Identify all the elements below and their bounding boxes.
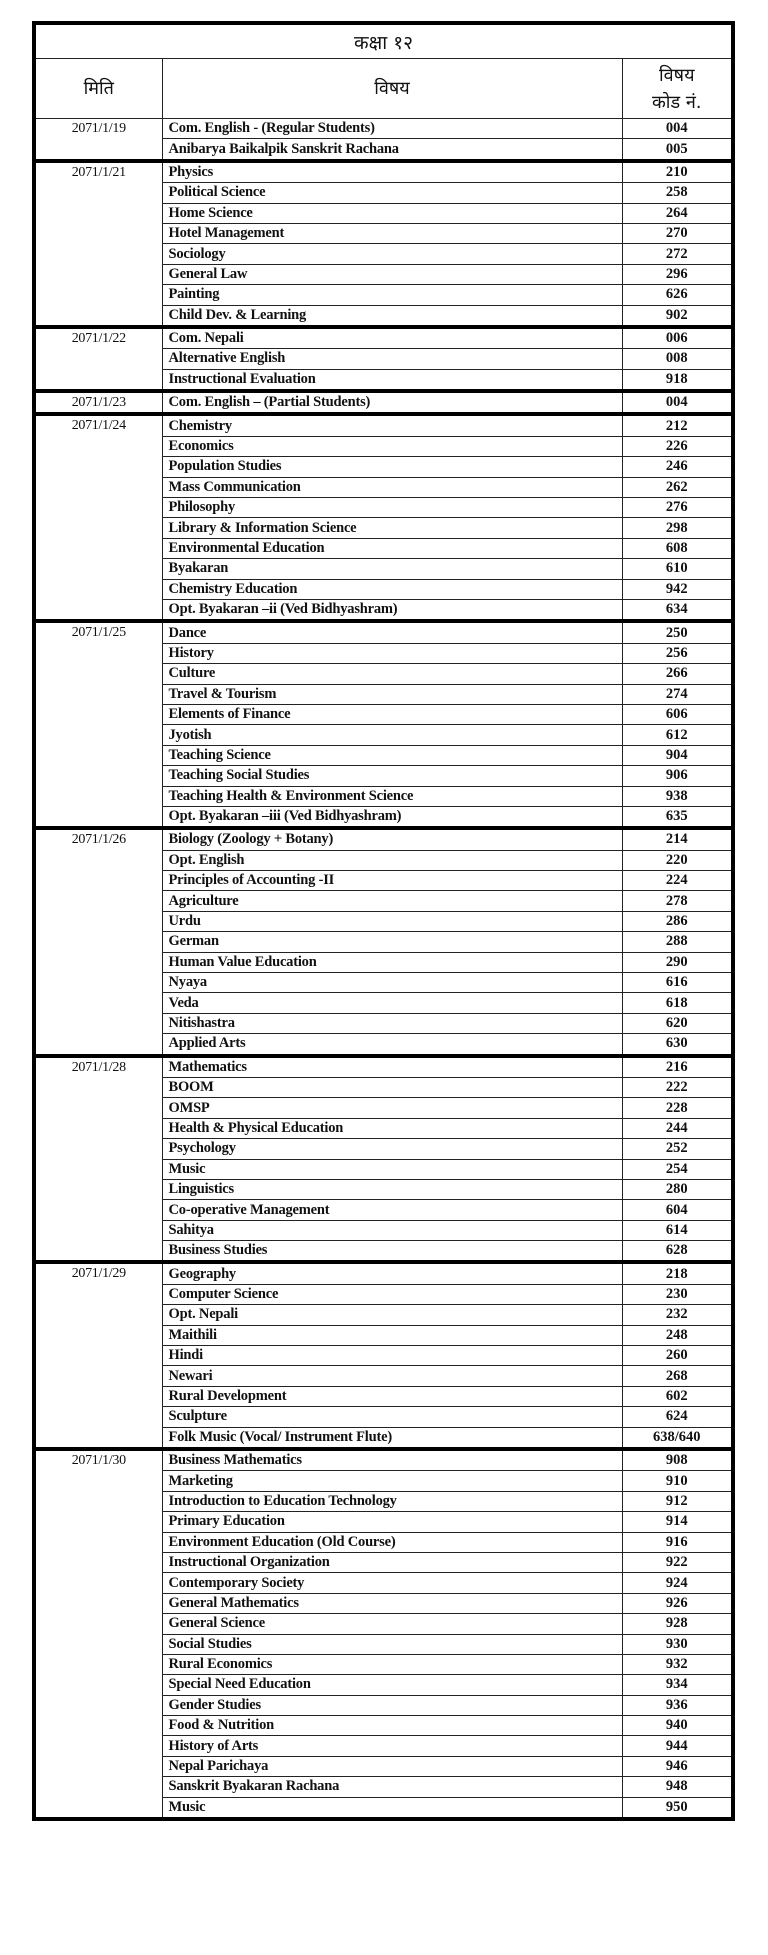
table-row [34, 1262, 733, 1284]
subject-name: Mathematics [162, 1056, 622, 1078]
subject-name: Human Value Education [162, 952, 622, 972]
subject-code: 272 [622, 244, 733, 264]
title-row [34, 23, 733, 59]
subject-code: 005 [622, 139, 733, 161]
subject-code: 904 [622, 745, 733, 765]
subject-code: 216 [622, 1056, 733, 1078]
subject-code: 914 [622, 1512, 733, 1532]
table-row [34, 327, 733, 349]
table-row [34, 391, 733, 414]
subject-code: 262 [622, 477, 733, 497]
subject-name: Opt. English [162, 850, 622, 870]
subject-code: 004 [622, 119, 733, 139]
subject-code: 006 [622, 327, 733, 349]
subject-name: Teaching Health & Environment Science [162, 786, 622, 806]
subject-name: Business Studies [162, 1241, 622, 1263]
subject-name: Culture [162, 664, 622, 684]
subject-name: Home Science [162, 203, 622, 223]
subject-code: 274 [622, 684, 733, 704]
subject-code: 618 [622, 993, 733, 1013]
subject-code: 926 [622, 1593, 733, 1613]
subject-name: German [162, 932, 622, 952]
subject-name: Applied Arts [162, 1034, 622, 1056]
subject-code: 906 [622, 766, 733, 786]
subject-name: Byakaran [162, 559, 622, 579]
subject-name: Maithili [162, 1325, 622, 1345]
table-row [34, 1056, 733, 1078]
subject-code: 296 [622, 264, 733, 284]
subject-name: General Mathematics [162, 1593, 622, 1613]
subject-code: 258 [622, 183, 733, 203]
subject-code: 606 [622, 704, 733, 724]
subject-name: Linguistics [162, 1179, 622, 1199]
subject-name: Introduction to Education Technology [162, 1491, 622, 1511]
column-header-date: मिति [34, 59, 162, 119]
subject-name: BOOM [162, 1077, 622, 1097]
subject-name: Chemistry [162, 414, 622, 436]
subject-code: 936 [622, 1695, 733, 1715]
date-group [34, 391, 733, 414]
subject-name: Food & Nutrition [162, 1716, 622, 1736]
exam-date: 2071/1/24 [34, 414, 162, 621]
subject-name: Environment Education (Old Course) [162, 1532, 622, 1552]
subject-name: Geography [162, 1262, 622, 1284]
subject-name: Biology (Zoology + Botany) [162, 828, 622, 850]
subject-name: Library & Information Science [162, 518, 622, 538]
subject-code: 212 [622, 414, 733, 436]
subject-code: 276 [622, 498, 733, 518]
subject-code: 944 [622, 1736, 733, 1756]
date-group [34, 161, 733, 327]
subject-code: 268 [622, 1366, 733, 1386]
subject-name: Rural Development [162, 1386, 622, 1406]
subject-name: Marketing [162, 1471, 622, 1491]
subject-name: Sahitya [162, 1220, 622, 1240]
subject-name: Contemporary Society [162, 1573, 622, 1593]
subject-name: Alternative English [162, 349, 622, 369]
subject-name: Agriculture [162, 891, 622, 911]
subject-name: Painting [162, 285, 622, 305]
subject-name: Environmental Education [162, 538, 622, 558]
table-row [34, 414, 733, 436]
subject-code: 614 [622, 1220, 733, 1240]
date-group [34, 119, 733, 161]
exam-date: 2071/1/29 [34, 1262, 162, 1449]
subject-code: 612 [622, 725, 733, 745]
page-title: कक्षा १२ [34, 23, 733, 59]
exam-schedule-sheet [32, 21, 731, 1821]
subject-name: Mass Communication [162, 477, 622, 497]
subject-code: 922 [622, 1552, 733, 1572]
subject-name: Sculpture [162, 1407, 622, 1427]
subject-code: 230 [622, 1284, 733, 1304]
column-header-code-line1: विषय [659, 64, 695, 86]
subject-code: 210 [622, 161, 733, 183]
subject-name: Nitishastra [162, 1013, 622, 1033]
subject-code: 280 [622, 1179, 733, 1199]
subject-name: Child Dev. & Learning [162, 305, 622, 327]
subject-code: 248 [622, 1325, 733, 1345]
subject-name: Co-operative Management [162, 1200, 622, 1220]
subject-code: 942 [622, 579, 733, 599]
subject-code: 222 [622, 1077, 733, 1097]
subject-name: Instructional Organization [162, 1552, 622, 1572]
subject-name: Opt. Byakaran –ii (Ved Bidhyashram) [162, 599, 622, 621]
subject-name: Principles of Accounting -II [162, 871, 622, 891]
subject-name: Teaching Science [162, 745, 622, 765]
subject-name: Veda [162, 993, 622, 1013]
subject-code: 946 [622, 1756, 733, 1776]
subject-name: Nepal Parichaya [162, 1756, 622, 1776]
subject-code: 608 [622, 538, 733, 558]
subject-code: 932 [622, 1654, 733, 1674]
subject-name: Travel & Tourism [162, 684, 622, 704]
subject-name: Special Need Education [162, 1675, 622, 1695]
subject-name: Economics [162, 436, 622, 456]
subject-code: 620 [622, 1013, 733, 1033]
subject-code: 940 [622, 1716, 733, 1736]
subject-name: Social Studies [162, 1634, 622, 1654]
subject-name: Business Mathematics [162, 1449, 622, 1471]
subject-code: 298 [622, 518, 733, 538]
subject-name: Instructional Evaluation [162, 369, 622, 391]
subject-code: 630 [622, 1034, 733, 1056]
exam-date: 2071/1/28 [34, 1056, 162, 1263]
subject-code: 924 [622, 1573, 733, 1593]
subject-code: 934 [622, 1675, 733, 1695]
subject-name: Com. English – (Partial Students) [162, 391, 622, 414]
subject-code: 948 [622, 1777, 733, 1797]
subject-code: 602 [622, 1386, 733, 1406]
table-row [34, 828, 733, 850]
subject-code: 218 [622, 1262, 733, 1284]
subject-name: Elements of Finance [162, 704, 622, 724]
subject-code: 250 [622, 621, 733, 643]
exam-date: 2071/1/26 [34, 828, 162, 1055]
subject-code: 286 [622, 911, 733, 931]
subject-code: 256 [622, 643, 733, 663]
date-group [34, 414, 733, 621]
subject-code: 214 [622, 828, 733, 850]
date-group [34, 327, 733, 391]
subject-name: Political Science [162, 183, 622, 203]
column-header-code-line2: कोड नं. [651, 91, 702, 113]
subject-name: General Law [162, 264, 622, 284]
subject-code: 004 [622, 391, 733, 414]
subject-name: Sanskrit Byakaran Rachana [162, 1777, 622, 1797]
subject-code: 634 [622, 599, 733, 621]
subject-name: Chemistry Education [162, 579, 622, 599]
subject-name: Nyaya [162, 973, 622, 993]
subject-code: 288 [622, 932, 733, 952]
subject-name: History [162, 643, 622, 663]
subject-code: 950 [622, 1797, 733, 1819]
subject-name: Physics [162, 161, 622, 183]
subject-name: OMSP [162, 1098, 622, 1118]
subject-name: Primary Education [162, 1512, 622, 1532]
subject-code: 266 [622, 664, 733, 684]
subject-code: 918 [622, 369, 733, 391]
date-group [34, 1262, 733, 1449]
date-group [34, 1056, 733, 1263]
subject-code: 278 [622, 891, 733, 911]
subject-name: Computer Science [162, 1284, 622, 1304]
subject-name: Opt. Nepali [162, 1305, 622, 1325]
column-header-code [622, 59, 733, 119]
subject-code: 908 [622, 1449, 733, 1471]
subject-name: Com. Nepali [162, 327, 622, 349]
table-row [34, 119, 733, 139]
subject-name: Hotel Management [162, 223, 622, 243]
exam-schedule-table [32, 21, 735, 1821]
subject-name: Gender Studies [162, 1695, 622, 1715]
subject-name: General Science [162, 1614, 622, 1634]
subject-code: 912 [622, 1491, 733, 1511]
subject-code: 610 [622, 559, 733, 579]
subject-code: 246 [622, 457, 733, 477]
table-row [34, 161, 733, 183]
table-row [34, 1449, 733, 1471]
table-row [34, 621, 733, 643]
subject-name: Newari [162, 1366, 622, 1386]
subject-name: History of Arts [162, 1736, 622, 1756]
subject-code: 228 [622, 1098, 733, 1118]
column-header-subject: विषय [162, 59, 622, 119]
date-group [34, 1449, 733, 1819]
subject-code: 244 [622, 1118, 733, 1138]
exam-date: 2071/1/22 [34, 327, 162, 391]
subject-code: 254 [622, 1159, 733, 1179]
subject-name: Health & Physical Education [162, 1118, 622, 1138]
subject-code: 626 [622, 285, 733, 305]
subject-code: 624 [622, 1407, 733, 1427]
subject-name: Sociology [162, 244, 622, 264]
date-group [34, 621, 733, 828]
subject-code: 260 [622, 1346, 733, 1366]
subject-name: Music [162, 1159, 622, 1179]
subject-name: Teaching Social Studies [162, 766, 622, 786]
subject-name: Psychology [162, 1139, 622, 1159]
exam-date: 2071/1/25 [34, 621, 162, 828]
exam-date: 2071/1/23 [34, 391, 162, 414]
subject-name: Philosophy [162, 498, 622, 518]
subject-code: 252 [622, 1139, 733, 1159]
subject-name: Dance [162, 621, 622, 643]
subject-code: 916 [622, 1532, 733, 1552]
subject-code: 910 [622, 1471, 733, 1491]
subject-code: 635 [622, 806, 733, 828]
subject-name: Opt. Byakaran –iii (Ved Bidhyashram) [162, 806, 622, 828]
subject-code: 902 [622, 305, 733, 327]
subject-code: 270 [622, 223, 733, 243]
subject-code: 008 [622, 349, 733, 369]
exam-date: 2071/1/19 [34, 119, 162, 161]
subject-code: 232 [622, 1305, 733, 1325]
subject-code: 290 [622, 952, 733, 972]
subject-code: 928 [622, 1614, 733, 1634]
subject-code: 604 [622, 1200, 733, 1220]
subject-code: 938 [622, 786, 733, 806]
subject-name: Music [162, 1797, 622, 1819]
subject-name: Rural Economics [162, 1654, 622, 1674]
date-group [34, 828, 733, 1055]
subject-name: Folk Music (Vocal/ Instrument Flute) [162, 1427, 622, 1449]
subject-name: Hindi [162, 1346, 622, 1366]
subject-name: Com. English - (Regular Students) [162, 119, 622, 139]
subject-code: 628 [622, 1241, 733, 1263]
subject-name: Population Studies [162, 457, 622, 477]
subject-name: Anibarya Baikalpik Sanskrit Rachana [162, 139, 622, 161]
subject-code: 224 [622, 871, 733, 891]
subject-code: 226 [622, 436, 733, 456]
subject-code: 264 [622, 203, 733, 223]
subject-name: Jyotish [162, 725, 622, 745]
subject-name: Urdu [162, 911, 622, 931]
exam-date: 2071/1/30 [34, 1449, 162, 1819]
column-header-row [34, 59, 733, 119]
subject-code: 638/640 [622, 1427, 733, 1449]
exam-date: 2071/1/21 [34, 161, 162, 327]
subject-code: 930 [622, 1634, 733, 1654]
subject-code: 616 [622, 973, 733, 993]
subject-code: 220 [622, 850, 733, 870]
